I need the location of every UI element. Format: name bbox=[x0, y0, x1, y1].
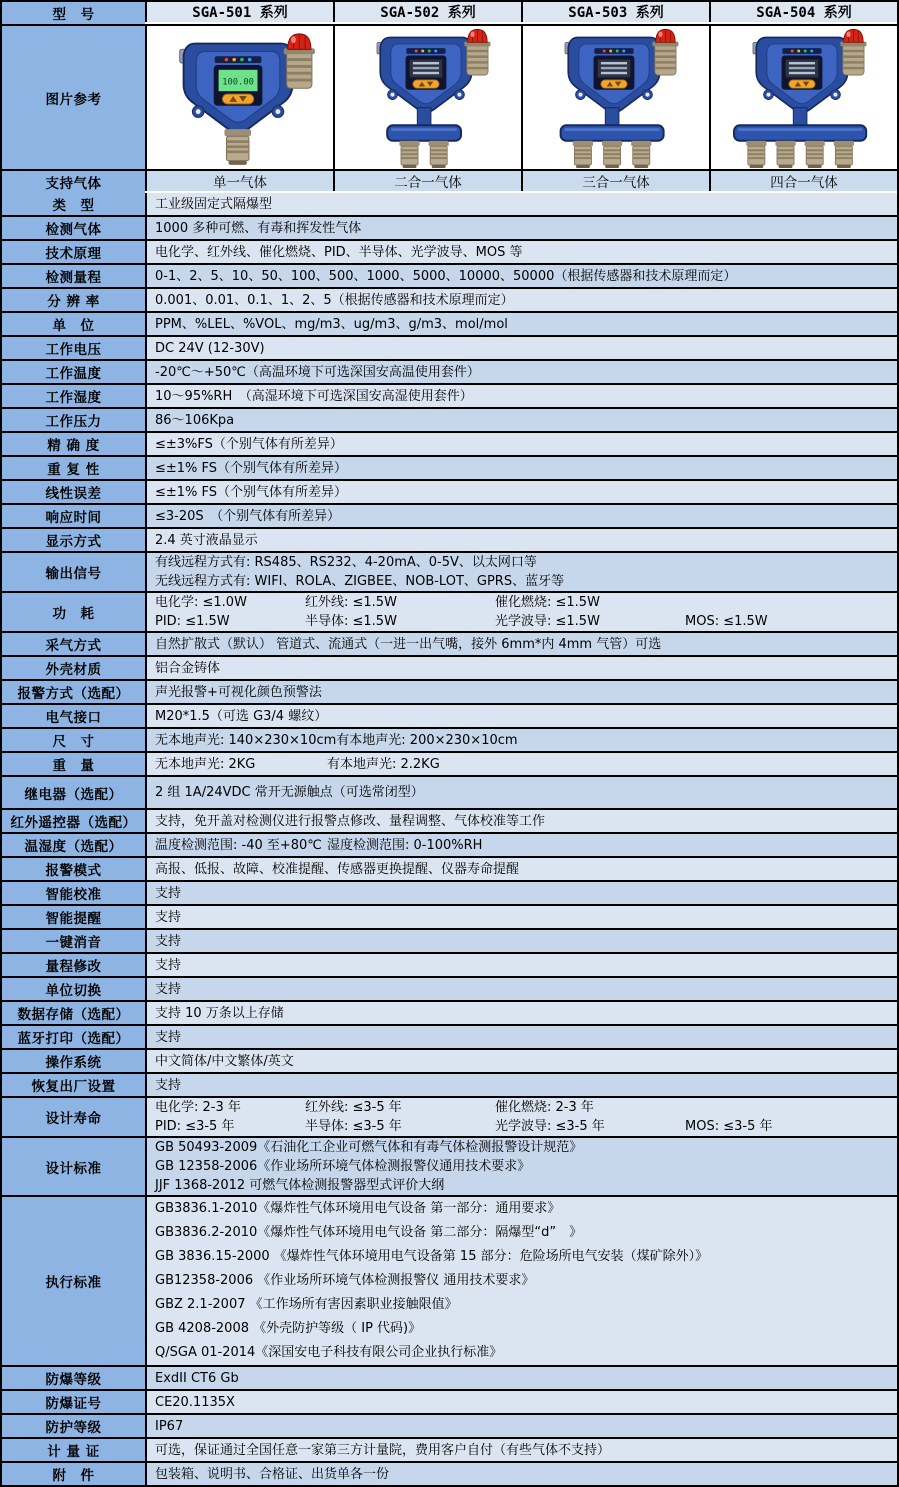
spec-value-line: 10～95%RH （高湿环境下可选深国安高湿使用套件） bbox=[155, 388, 473, 404]
spec-row-44 bbox=[2, 1461, 897, 1485]
spec-value-line: ≤±1% FS（个别气体有所差异） bbox=[155, 484, 348, 500]
spec-value bbox=[145, 1026, 897, 1048]
spec-value-line: GBZ 2.1-2007 《工作场所有害因素职业接触限值》 bbox=[155, 1297, 458, 1312]
spec-value-line: -20℃～+50℃（高温环境下可选深国安高温使用套件） bbox=[155, 364, 480, 380]
spec-value bbox=[145, 1463, 897, 1485]
spec-value-line: IP67 bbox=[155, 1418, 184, 1434]
spec-value-line: PID: ≤1.5W 半导体: ≤1.5W 光学波导: ≤1.5W MOS: ≤1.5W bbox=[155, 614, 768, 629]
spec-value-line: PID: ≤3-5 年 半导体: ≤3-5 年 光学波导: ≤3-5 年 MOS: ≤3-5 年 bbox=[155, 1119, 773, 1134]
spec-value bbox=[145, 457, 897, 479]
spec-value-line: 支持 bbox=[155, 933, 182, 949]
spec-row-37 bbox=[2, 1096, 897, 1136]
spec-label: 线性误差 bbox=[2, 481, 145, 503]
spec-label: 量程修改 bbox=[2, 954, 145, 976]
spec-value bbox=[145, 481, 897, 503]
spec-label: 防爆证号 bbox=[2, 1391, 145, 1413]
spec-value-line: ≤±3%FS（个别气体有所差异） bbox=[155, 436, 343, 452]
spec-label: 功 耗 bbox=[2, 593, 145, 631]
spec-row-15 bbox=[2, 527, 897, 551]
spec-label: 重 量 bbox=[2, 753, 145, 775]
spec-value bbox=[145, 361, 897, 383]
spec-row-22 bbox=[2, 727, 897, 751]
spec-label: 外壳材质 bbox=[2, 657, 145, 679]
spec-value-line: 电化学: 2-3 年 红外线: ≤3-5 年 催化燃烧: 2-3 年 bbox=[155, 1100, 594, 1115]
spec-value-line: GB 50493-2009《石油化工企业可燃气体和有毒气体检测报警设计规范》 bbox=[155, 1140, 583, 1155]
spec-value-line: 中文简体/中文繁体/英文 bbox=[155, 1053, 294, 1069]
spec-value-line: 86～106Kpa bbox=[155, 412, 235, 428]
spec-label: 报警模式 bbox=[2, 858, 145, 880]
spec-value-line: ≤±1% FS（个别气体有所差异） bbox=[155, 460, 348, 476]
spec-row-7 bbox=[2, 335, 897, 359]
spec-value bbox=[145, 906, 897, 928]
spec-label: 显示方式 bbox=[2, 529, 145, 551]
spec-row-21 bbox=[2, 703, 897, 727]
spec-label: 继电器（选配） bbox=[2, 777, 145, 808]
spec-value bbox=[145, 882, 897, 904]
spec-rows bbox=[2, 193, 897, 1485]
spec-value-line: PPM、%LEL、%VOL、mg/m3、ug/m3、g/m3、mol/mol bbox=[155, 316, 508, 332]
spec-row-41 bbox=[2, 1389, 897, 1413]
spec-label: 工作压力 bbox=[2, 409, 145, 431]
spec-value-line: 铝合金铸体 bbox=[155, 660, 221, 676]
spec-row-32 bbox=[2, 976, 897, 1000]
spec-label: 红外遥控器（选配） bbox=[2, 810, 145, 832]
supported-gas-sga-501: 单一气体 bbox=[145, 171, 333, 191]
svg-text:100.00: 100.00 bbox=[222, 76, 254, 87]
spec-label: 蓝牙打印（选配） bbox=[2, 1026, 145, 1048]
spec-value bbox=[145, 1415, 897, 1437]
spec-label: 智能提醒 bbox=[2, 906, 145, 928]
spec-value bbox=[145, 810, 897, 832]
spec-value bbox=[145, 337, 897, 359]
spec-value bbox=[145, 409, 897, 431]
supported-gas-sga-502: 二合一气体 bbox=[333, 171, 521, 191]
spec-value-line: 支持 bbox=[155, 885, 182, 901]
device-image-sga-502 bbox=[333, 26, 521, 169]
gas-detector-icon bbox=[526, 28, 706, 168]
spec-label: 恢复出厂设置 bbox=[2, 1074, 145, 1096]
spec-label: 响应时间 bbox=[2, 505, 145, 527]
spec-value bbox=[145, 505, 897, 527]
spec-label: 单 位 bbox=[2, 313, 145, 335]
spec-row-9 bbox=[2, 383, 897, 407]
spec-row-4 bbox=[2, 263, 897, 287]
spec-value-line: ≤3-20S （个别气体有所差异） bbox=[155, 508, 341, 524]
spec-value bbox=[145, 633, 897, 655]
model-sga-503: SGA-503 系列 bbox=[521, 2, 709, 22]
spec-value bbox=[145, 289, 897, 311]
spec-row-27 bbox=[2, 856, 897, 880]
spec-value bbox=[145, 433, 897, 455]
spec-row-10 bbox=[2, 407, 897, 431]
spec-label: 操作系统 bbox=[2, 1050, 145, 1072]
spec-value-line: 可选，保证通过全国任意一家第三方计量院，费用客户自付（有些气体不支持） bbox=[155, 1442, 611, 1458]
spec-row-2 bbox=[2, 215, 897, 239]
gas-detector-icon bbox=[338, 28, 518, 168]
spec-row-30 bbox=[2, 928, 897, 952]
device-image-sga-503 bbox=[521, 26, 709, 169]
spec-value-line: GB12358-2006 《作业场所环境气体检测报警仪 通用技术要求》 bbox=[155, 1273, 535, 1288]
gas-detector-icon bbox=[714, 28, 894, 168]
spec-row-29 bbox=[2, 904, 897, 928]
spec-row-36 bbox=[2, 1072, 897, 1096]
spec-label: 附 件 bbox=[2, 1463, 145, 1485]
spec-row-14 bbox=[2, 503, 897, 527]
spec-value bbox=[145, 217, 897, 239]
spec-value-line: 2.4 英寸液晶显示 bbox=[155, 532, 258, 548]
spec-row-11 bbox=[2, 431, 897, 455]
spec-value-line: ExdII CT6 Gb bbox=[155, 1370, 239, 1386]
spec-value-line: M20*1.5（可选 G3/4 螺纹） bbox=[155, 708, 328, 724]
spec-row-35 bbox=[2, 1048, 897, 1072]
spec-row-6 bbox=[2, 311, 897, 335]
model-sga-502: SGA-502 系列 bbox=[333, 2, 521, 22]
spec-value bbox=[145, 681, 897, 703]
spec-label: 单位切换 bbox=[2, 978, 145, 1000]
spec-row-38 bbox=[2, 1136, 897, 1195]
supported-gas-sga-504: 四合一气体 bbox=[709, 171, 897, 191]
spec-value-line: Q/SGA 01-2014《深国安电子科技有限公司企业执行标准》 bbox=[155, 1345, 503, 1360]
spec-value bbox=[145, 1098, 897, 1136]
spec-value bbox=[145, 1439, 897, 1461]
spec-row-8 bbox=[2, 359, 897, 383]
model-header-row bbox=[2, 2, 897, 24]
spec-row-17 bbox=[2, 591, 897, 631]
spec-value-line: 0-1、2、5、10、50、100、500、1000、5000、10000、50000（根据传感器和技术原理而定） bbox=[155, 268, 737, 284]
spec-label: 报警方式（选配） bbox=[2, 681, 145, 703]
spec-value-line: 工业级固定式隔爆型 bbox=[155, 196, 273, 212]
spec-row-12 bbox=[2, 455, 897, 479]
spec-value bbox=[145, 954, 897, 976]
spec-value-line: 0.001、0.01、0.1、1、2、5（根据传感器和技术原理而定） bbox=[155, 292, 514, 308]
spec-value-line: GB 12358-2006《作业场所环境气体检测报警仪通用技术要求》 bbox=[155, 1159, 531, 1174]
spec-value bbox=[145, 834, 897, 856]
spec-value bbox=[145, 385, 897, 407]
spec-row-26 bbox=[2, 832, 897, 856]
spec-value-line: 高报、低报、故障、校准提醒、传感器更换提醒、仪器寿命提醒 bbox=[155, 861, 520, 877]
spec-value-line: DC 24V (12-30V) bbox=[155, 340, 265, 356]
spec-row-43 bbox=[2, 1437, 897, 1461]
spec-label: 数据存储（选配） bbox=[2, 1002, 145, 1024]
spec-label: 工作电压 bbox=[2, 337, 145, 359]
gas-detector-icon bbox=[150, 28, 330, 168]
spec-value-line: 包装箱、说明书、合格证、出货单各一份 bbox=[155, 1466, 390, 1482]
spec-row-23 bbox=[2, 751, 897, 775]
spec-value bbox=[145, 1138, 897, 1195]
spec-value-line: GB3836.1-2010《爆炸性气体环境用电气设备 第一部分：通用要求》 bbox=[155, 1201, 561, 1216]
spec-label: 设计寿命 bbox=[2, 1098, 145, 1136]
spec-value-line: 支持，免开盖对检测仪进行报警点修改、量程调整、气体校准等工作 bbox=[155, 813, 546, 829]
spec-label: 精 确 度 bbox=[2, 433, 145, 455]
device-image-sga-501 bbox=[145, 26, 333, 169]
spec-row-13 bbox=[2, 479, 897, 503]
spec-row-24 bbox=[2, 775, 897, 808]
spec-row-25 bbox=[2, 808, 897, 832]
spec-row-42 bbox=[2, 1413, 897, 1437]
spec-value-line: 温度检测范围: -40 至+80℃ 湿度检测范围: 0-100%RH bbox=[155, 837, 483, 853]
spec-value-line: 自然扩散式（默认） 管道式、流通式（一进一出气嘴，接外 6mm*内 4mm 气管）可选 bbox=[155, 636, 662, 652]
spec-row-18 bbox=[2, 631, 897, 655]
supported-gas-label: 支持气体 bbox=[2, 171, 145, 193]
spec-value bbox=[145, 858, 897, 880]
spec-value-line: 无本地声光: 2KG 有本地声光: 2.2KG bbox=[155, 756, 440, 772]
spec-label: 输出信号 bbox=[2, 553, 145, 591]
spec-row-34 bbox=[2, 1024, 897, 1048]
spec-row-1 bbox=[2, 193, 897, 215]
spec-label: 检测量程 bbox=[2, 265, 145, 287]
model-header-label: 型 号 bbox=[2, 2, 145, 24]
model-sga-504: SGA-504 系列 bbox=[709, 2, 897, 22]
spec-label: 电气接口 bbox=[2, 705, 145, 727]
device-image-sga-504 bbox=[709, 26, 897, 169]
spec-label: 技术原理 bbox=[2, 241, 145, 263]
spec-value bbox=[145, 241, 897, 263]
spec-label: 重 复 性 bbox=[2, 457, 145, 479]
spec-value bbox=[145, 729, 897, 751]
spec-row-3 bbox=[2, 239, 897, 263]
spec-value-line: 1000 多种可燃、有毒和挥发性气体 bbox=[155, 220, 362, 236]
spec-label: 一键消音 bbox=[2, 930, 145, 952]
spec-row-39 bbox=[2, 1195, 897, 1365]
supported-gas-row bbox=[2, 169, 897, 193]
spec-value bbox=[145, 593, 897, 631]
spec-value-line: 声光报警+可视化颜色预警法 bbox=[155, 684, 322, 700]
image-reference-row bbox=[2, 24, 897, 169]
spec-value bbox=[145, 930, 897, 952]
spec-row-31 bbox=[2, 952, 897, 976]
spec-value bbox=[145, 777, 897, 808]
spec-label: 工作温度 bbox=[2, 361, 145, 383]
spec-value bbox=[145, 1367, 897, 1389]
model-sga-501: SGA-501 系列 bbox=[145, 2, 333, 22]
spec-label: 智能校准 bbox=[2, 882, 145, 904]
spec-row-19 bbox=[2, 655, 897, 679]
spec-value bbox=[145, 1002, 897, 1024]
spec-label: 防爆等级 bbox=[2, 1367, 145, 1389]
spec-label: 尺 寸 bbox=[2, 729, 145, 751]
spec-value-line: 支持 bbox=[155, 957, 182, 973]
spec-row-33 bbox=[2, 1000, 897, 1024]
spec-value-line: JJF 1368-2012 可燃气体检测报警器型式评价大纲 bbox=[155, 1178, 445, 1193]
spec-value-line: GB 4208-2008 《外壳防护等级（ IP 代码)》 bbox=[155, 1321, 422, 1336]
spec-row-28 bbox=[2, 880, 897, 904]
spec-label: 检测气体 bbox=[2, 217, 145, 239]
spec-value-line: 支持 bbox=[155, 1077, 182, 1093]
spec-label: 计 量 证 bbox=[2, 1439, 145, 1461]
spec-value bbox=[145, 313, 897, 335]
spec-value-line: 支持 10 万条以上存储 bbox=[155, 1005, 284, 1021]
spec-value-line: 支持 bbox=[155, 909, 182, 925]
spec-label: 工作湿度 bbox=[2, 385, 145, 407]
spec-label: 类 型 bbox=[2, 193, 145, 215]
spec-value-line: 有线远程方式有: RS485、RS232、4-20mA、0-5V、以太网口等 bbox=[155, 555, 537, 570]
spec-value bbox=[145, 753, 897, 775]
spec-value-line: 支持 bbox=[155, 981, 182, 997]
spec-value bbox=[145, 1197, 897, 1365]
spec-value-line: GB 3836.15-2000 《爆炸性气体环境用电气设备第 15 部分：危险场所电气安装（煤矿除外）》 bbox=[155, 1249, 709, 1264]
spec-row-16 bbox=[2, 551, 897, 591]
spec-value bbox=[145, 553, 897, 591]
spec-value bbox=[145, 657, 897, 679]
spec-value bbox=[145, 978, 897, 1000]
spec-value-line: 2 组 1A/24VDC 常开无源触点（可选常闭型） bbox=[155, 785, 424, 800]
spec-value bbox=[145, 1391, 897, 1413]
spec-value-line: GB3836.2-2010《爆炸性气体环境用电气设备 第二部分：隔爆型“d” 》 bbox=[155, 1225, 583, 1240]
image-row-label: 图片参考 bbox=[2, 26, 145, 169]
spec-value bbox=[145, 1050, 897, 1072]
spec-label: 执行标准 bbox=[2, 1197, 145, 1365]
spec-label: 防护等级 bbox=[2, 1415, 145, 1437]
spec-value bbox=[145, 265, 897, 287]
spec-value-line: CE20.1135X bbox=[155, 1394, 235, 1410]
spec-value bbox=[145, 1074, 897, 1096]
spec-label: 采气方式 bbox=[2, 633, 145, 655]
spec-label: 设计标准 bbox=[2, 1138, 145, 1195]
spec-value-line: 无线远程方式有: WIFI、ROLA、ZIGBEE、NOB-LOT、GPRS、蓝牙等 bbox=[155, 574, 565, 589]
spec-value bbox=[145, 193, 897, 215]
spec-value-line: 无本地声光: 140×230×10cm有本地声光: 200×230×10cm bbox=[155, 732, 518, 748]
spec-value bbox=[145, 705, 897, 727]
spec-row-20 bbox=[2, 679, 897, 703]
spec-label: 分 辨 率 bbox=[2, 289, 145, 311]
spec-value bbox=[145, 529, 897, 551]
spec-label: 温湿度（选配） bbox=[2, 834, 145, 856]
spec-value-line: 支持 bbox=[155, 1029, 182, 1045]
spec-value-line: 电化学、红外线、催化燃烧、PID、半导体、光学波导、MOS 等 bbox=[155, 244, 523, 260]
spec-row-5 bbox=[2, 287, 897, 311]
supported-gas-sga-503: 三合一气体 bbox=[521, 171, 709, 191]
spec-value-line: 电化学: ≤1.0W 红外线: ≤1.5W 催化燃烧: ≤1.5W bbox=[155, 595, 600, 610]
